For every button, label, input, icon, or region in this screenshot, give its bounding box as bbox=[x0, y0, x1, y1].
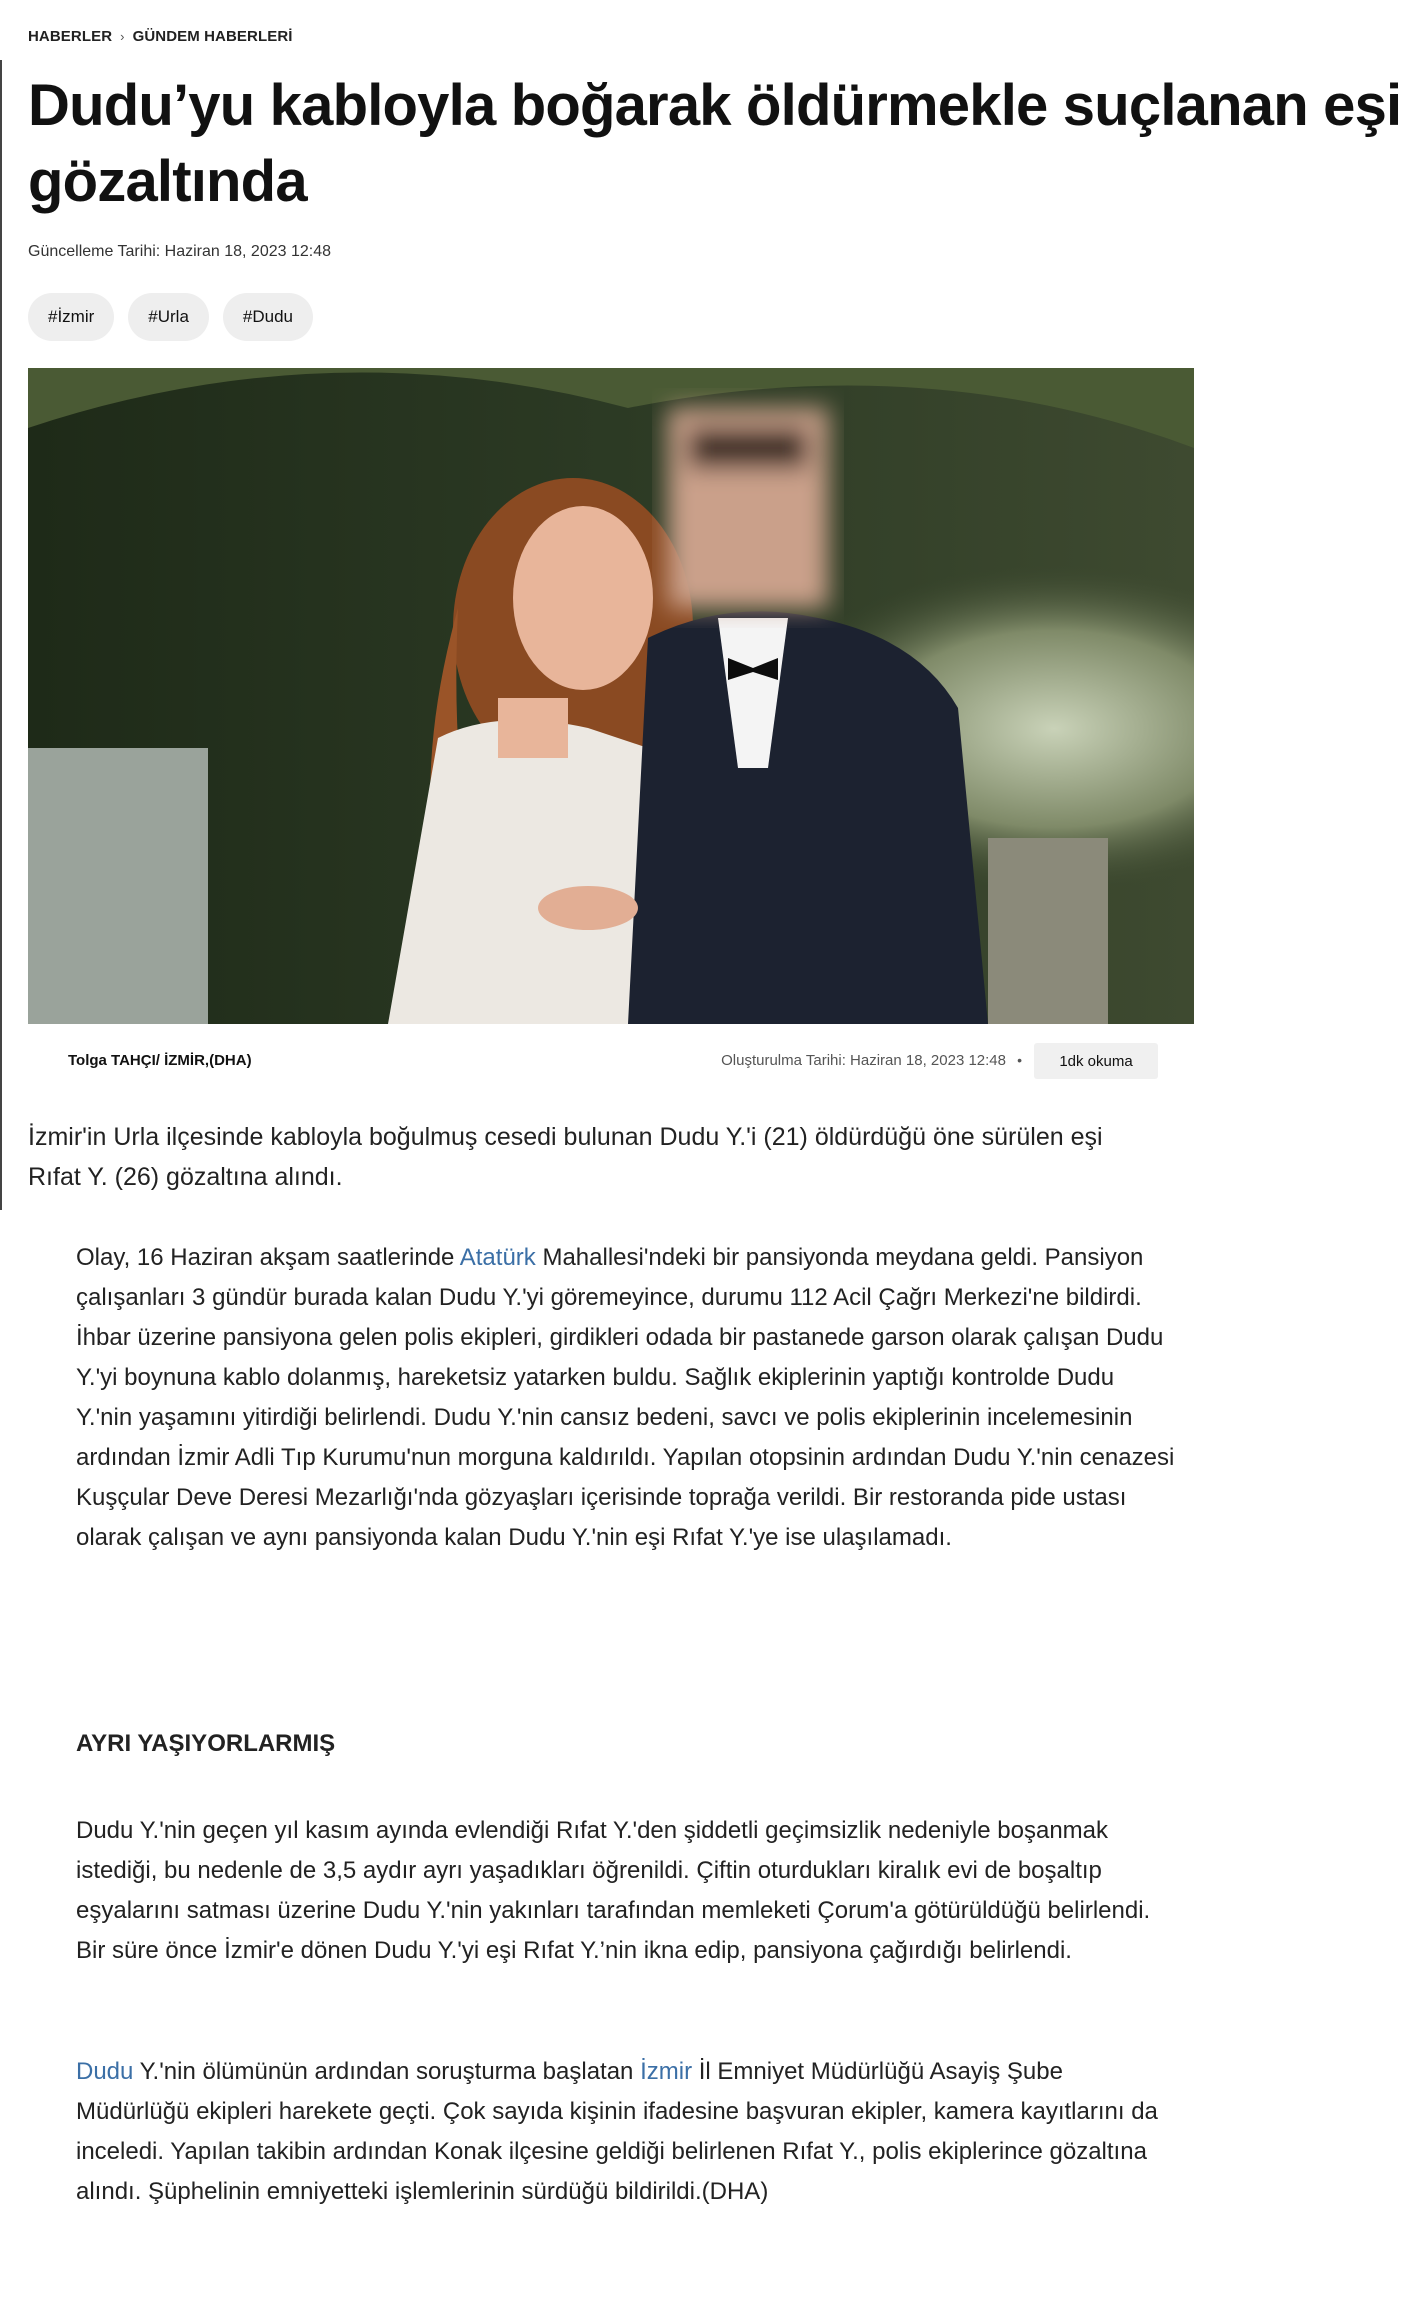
article-photo bbox=[28, 368, 1194, 1024]
article-meta bbox=[28, 1040, 1158, 1080]
link-dudu[interactable]: Dudu bbox=[76, 2058, 134, 2085]
link-ataturk[interactable]: Atatürk bbox=[459, 1244, 536, 1271]
paragraph-text: Y.'nin ölümünün ardından soruşturma başlatan bbox=[133, 2058, 641, 2085]
paragraph-text: İl Emniyet Müdürlüğü Asayiş Şube Müdürlüğü ekipleri harekete geçti. Çok sayıda kişinin ifadesine başvuran ekipler, kamera kayıtlarını da inceledi. Yapılan takibin ardından Konak ilçesine geldiği belirlenen Rıfat Y., polis ekiplerince gözaltına alındı. Şüphelinin emniyetteki işlemlerinin sürdüğü bildirildi.(DHA) bbox=[76, 2058, 1158, 2205]
article-paragraph-3 bbox=[76, 2052, 1176, 2212]
created-date: Oluşturulma Tarihi: Haziran 18, 2023 12:48 bbox=[721, 1052, 1006, 1069]
article-lead: İzmir'in Urla ilçesinde kabloyla boğulmuş cesedi bulunan Dudu Y.'i (21) öldürdüğü öne sürülen eşi Rıfat Y. (26) gözaltına alındı. bbox=[28, 1123, 1103, 1191]
paragraph-text: Olay, 16 Haziran akşam saatlerinde bbox=[76, 1244, 460, 1271]
paragraph-text: Mahallesi'ndeki bir pansiyonda meydana geldi. Pansiyon çalışanları 3 gündür burada kalan Dudu Y.'yi göremeyince, durumu 112 Acil Çağrı Merkezi'ne bildirdi. İhbar üzerine pansiyona gelen polis ekipleri, girdikleri odada bir pastanede garson olarak çalışan Dudu Y.'yi boynuna kablo dolanmış, hareketsiz yatarken buldu. Sağlık ekiplerinin yaptığı kontrolde Dudu Y.'nin yaşamını yitirdiği belirlendi. Dudu Y.'nin cansız bedeni, savcı ve polis ekiplerinin incelemesinin ardından İzmir Adli Tıp Kurumu'nun morguna kaldırıldı. Yapılan otopsinin ardından Dudu Y.'nin cenazesi Kuşçular Deve Deresi Mezarlığı'nda gözyaşları içerisinde toprağa verildi. Bir restoranda pide ustası olarak çalışan ve aynı pansiyonda kalan Dudu Y.'nin eşi Rıfat Y.'ye ise ulaşılamadı. bbox=[76, 1244, 1175, 1551]
tag-dudu[interactable]: #Dudu bbox=[223, 293, 313, 341]
meta-dot-separator: • bbox=[1017, 1052, 1022, 1068]
article-paragraph-2: Dudu Y.'nin geçen yıl kasım ayında evlendiği Rıfat Y.'den şiddetli geçimsizlik nedeniyle boşanmak istediği, bu nedenle de 3,5 aydır ayrı yaşadıkları öğrenildi. Çiftin oturdukları kiralık evi de boşaltıp eşyalarını satması üzerine Dudu Y.'nin yakınları tarafından memleketi Çorum'a götürüldüğü belirlendi. Bir süre önce İzmir'e dönen Dudu Y.'yi eşi Rıfat Y.’nin ikna edip, pansiyona çağırdığı belirlendi. bbox=[76, 1817, 1151, 1964]
updated-date: Güncelleme Tarihi: Haziran 18, 2023 12:48 bbox=[28, 243, 331, 260]
breadcrumb-separator: › bbox=[120, 29, 125, 44]
breadcrumb-item-gundem[interactable]: GÜNDEM HABERLERİ bbox=[132, 28, 293, 45]
read-time-badge: 1dk okuma bbox=[1034, 1043, 1158, 1079]
link-izmir[interactable]: İzmir bbox=[640, 2058, 693, 2085]
author-byline: Tolga TAHÇI/ İZMİR,(DHA) bbox=[68, 1052, 252, 1069]
wedding-photo-illustration bbox=[28, 368, 1194, 1024]
breadcrumb bbox=[28, 28, 293, 45]
breadcrumb-item-haberler[interactable]: HABERLER bbox=[28, 28, 113, 45]
tag-list bbox=[28, 293, 313, 341]
page-title: Dudu’yu kabloyla boğarak öldürmekle suçlanan eşi gözaltında bbox=[28, 73, 1402, 214]
tag-urla[interactable]: #Urla bbox=[128, 293, 209, 341]
tag-izmir[interactable]: #İzmir bbox=[28, 293, 114, 341]
left-border-rule bbox=[0, 60, 2, 1210]
section-subheading: AYRI YAŞIYORLARMIŞ bbox=[76, 1730, 336, 1757]
article-paragraph-1 bbox=[76, 1238, 1176, 1558]
